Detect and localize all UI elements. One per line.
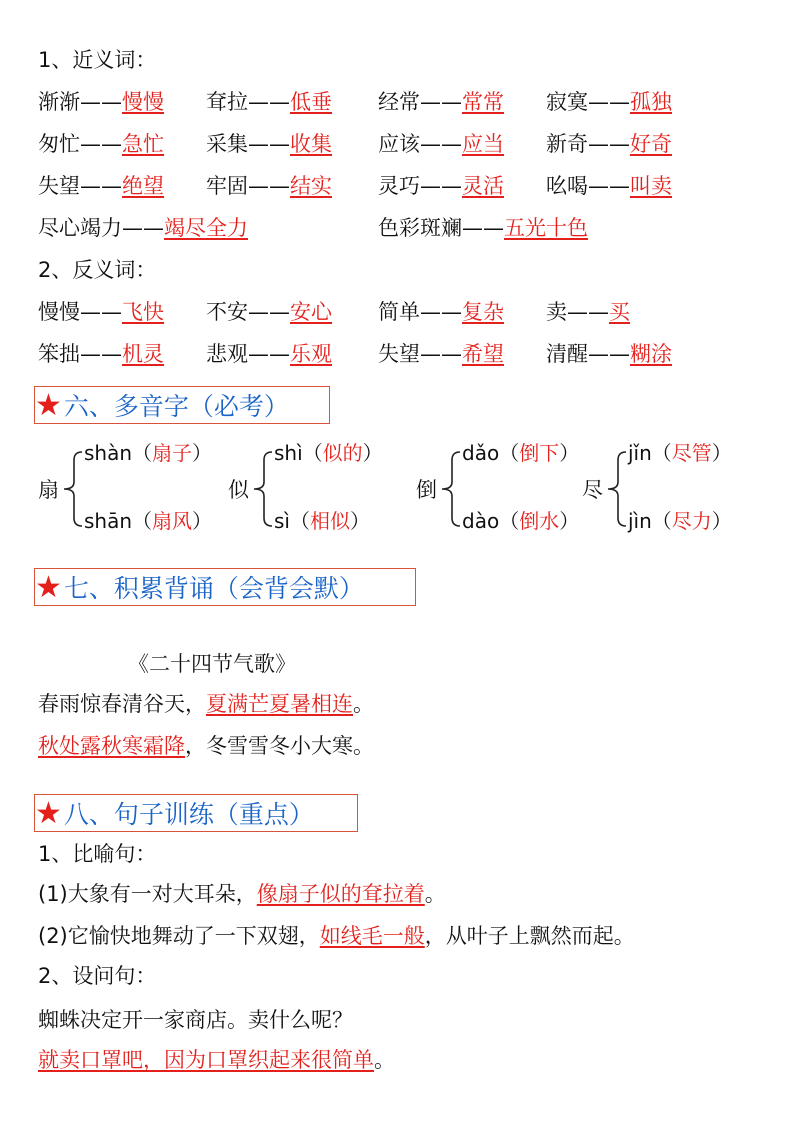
question-answer: 就卖口罩吧，因为口罩织起来很简单。: [38, 1048, 395, 1072]
pinyin: shàn: [84, 441, 133, 465]
dash-separator: ——: [420, 132, 462, 156]
word: 清醒: [546, 342, 588, 366]
word: 色彩斑斓: [378, 216, 462, 240]
word: 简单: [378, 300, 420, 324]
simile-sentence-1: (1)大象有一对大耳朵，像扇子似的耷拉着。: [38, 882, 446, 906]
answer-word: 孤独: [630, 90, 672, 114]
answer-word: 五光十色: [504, 216, 588, 240]
answer-word: 绝望: [122, 174, 164, 198]
answer-word: 机灵: [122, 342, 164, 366]
pinyin-entry: shì（似的）: [274, 441, 383, 465]
word-pair: [546, 340, 672, 368]
answer-word: 糊涂: [630, 342, 672, 366]
word-pair: [38, 214, 248, 242]
word-pair: [38, 130, 164, 158]
word: 经常: [378, 90, 420, 114]
dash-separator: ——: [80, 132, 122, 156]
word: 灵巧: [378, 174, 420, 198]
word-pair: [546, 88, 672, 116]
answer-word: 竭尽全力: [164, 216, 248, 240]
dash-separator: ——: [248, 174, 290, 198]
answer-word: 飞快: [122, 300, 164, 324]
dash-separator: ——: [588, 132, 630, 156]
word-pair: [546, 130, 672, 158]
example-word: 扇子: [152, 441, 193, 465]
pinyin-entry: shān（扇风）: [84, 509, 213, 533]
answer-word: 叫卖: [630, 174, 672, 198]
dash-separator: ——: [80, 90, 122, 114]
word-pair: [206, 130, 332, 158]
dash-separator: ——: [588, 174, 630, 198]
answer-word: 结实: [290, 174, 332, 198]
answer-word: 买: [609, 300, 630, 324]
dash-separator: ——: [248, 90, 290, 114]
word: 失望: [378, 342, 420, 366]
answer-word: 应当: [462, 132, 504, 156]
synonym-heading: 1、近义词：: [38, 48, 157, 72]
word: 不安: [206, 300, 248, 324]
question-sentence: 蜘蛛决定开一家商店。卖什么呢？: [38, 1008, 353, 1032]
star-icon: ★: [35, 570, 62, 605]
word-pair: [38, 340, 164, 368]
word: 寂寞: [546, 90, 588, 114]
simile-sentence-2: (2)它愉快地舞动了一下双翅，如线毛一般，从叶子上飘然而起。: [38, 924, 635, 948]
word: 采集: [206, 132, 248, 156]
dash-separator: ——: [248, 342, 290, 366]
dash-separator: ——: [588, 342, 630, 366]
answer-word: 常常: [462, 90, 504, 114]
pinyin: shān: [84, 509, 133, 533]
word-pair: [206, 298, 332, 326]
antonym-heading: 2、反义词：: [38, 258, 157, 282]
dash-separator: ——: [462, 216, 504, 240]
answer-word: 收集: [290, 132, 332, 156]
dash-separator: ——: [567, 300, 609, 324]
word: 吆喝: [546, 174, 588, 198]
polyphonic-char: 似: [228, 478, 249, 502]
word: 耷拉: [206, 90, 248, 114]
dash-separator: ——: [122, 216, 164, 240]
pinyin-entry: jǐn（尽管）: [628, 441, 732, 465]
poem-title: 《二十四节气歌》: [128, 652, 296, 676]
word: 匆忙: [38, 132, 80, 156]
example-word: 似的: [322, 441, 363, 465]
poem-line-1: 春雨惊春清谷天，夏满芒夏暑相连。: [38, 692, 374, 716]
polyphonic-char: 扇: [38, 478, 59, 502]
section-polyphonic-heading: [34, 386, 330, 424]
dash-separator: ——: [80, 342, 122, 366]
word-pair: [38, 172, 164, 200]
dash-separator: ——: [588, 90, 630, 114]
polyphonic-char: 倒: [416, 478, 437, 502]
dash-separator: ——: [420, 90, 462, 114]
brace-icon: [250, 444, 274, 534]
word: 卖: [546, 300, 567, 324]
dash-separator: ——: [420, 342, 462, 366]
word-pair: [546, 298, 630, 326]
pinyin-entry: sì（相似）: [274, 509, 370, 533]
word: 新奇: [546, 132, 588, 156]
pinyin: shì: [274, 441, 303, 465]
word-pair: [378, 172, 504, 200]
dash-separator: ——: [80, 174, 122, 198]
word: 笨拙: [38, 342, 80, 366]
word-pair: [378, 298, 504, 326]
dash-separator: ——: [80, 300, 122, 324]
word-pair: [378, 130, 504, 158]
example-word: 尽管: [671, 441, 712, 465]
word-pair: [206, 340, 332, 368]
section-title: 七、积累背诵（会背会默）: [63, 574, 364, 603]
brace-icon: [60, 444, 84, 534]
word-pair: [546, 172, 672, 200]
word: 失望: [38, 174, 80, 198]
answer-word: 好奇: [630, 132, 672, 156]
pinyin-entry: jìn（尽力）: [628, 509, 732, 533]
simile-heading: 1、比喻句：: [38, 842, 157, 866]
poem-line-2: 秋处露秋寒霜降，冬雪雪冬小大寒。: [38, 734, 374, 758]
answer-word: 灵活: [462, 174, 504, 198]
word: 牢固: [206, 174, 248, 198]
section-title: 六、多音字（必考）: [63, 392, 289, 421]
word-pair: [378, 88, 504, 116]
word-pair: [378, 340, 504, 368]
section-title: 八、句子训练（重点）: [63, 800, 314, 829]
word-pair: [378, 214, 588, 242]
pinyin: dào: [462, 509, 500, 533]
example-word: 扇风: [152, 509, 193, 533]
pinyin-entry: shàn（扇子）: [84, 441, 213, 465]
word: 应该: [378, 132, 420, 156]
dash-separator: ——: [248, 300, 290, 324]
word: 尽心竭力: [38, 216, 122, 240]
example-word: 尽力: [671, 509, 712, 533]
word-pair: [206, 172, 332, 200]
answer-word: 复杂: [462, 300, 504, 324]
star-icon: ★: [35, 796, 62, 831]
brace-icon: [604, 444, 628, 534]
answer-word: 乐观: [290, 342, 332, 366]
word-pair: [38, 88, 164, 116]
star-icon: ★: [35, 388, 62, 423]
dash-separator: ——: [248, 132, 290, 156]
section-recite-heading: [34, 568, 416, 606]
pinyin: jǐn: [628, 441, 652, 465]
brace-icon: [438, 444, 462, 534]
example-word: 倒下: [519, 441, 560, 465]
answer-word: 希望: [462, 342, 504, 366]
answer-word: 安心: [290, 300, 332, 324]
polyphonic-char: 尽: [582, 478, 603, 502]
question-heading: 2、设问句：: [38, 964, 157, 988]
section-sentence-heading: [34, 794, 358, 832]
dash-separator: ——: [420, 300, 462, 324]
word: 渐渐: [38, 90, 80, 114]
answer-word: 低垂: [290, 90, 332, 114]
answer-word: 慢慢: [122, 90, 164, 114]
pinyin-entry: dǎo（倒下）: [462, 441, 580, 465]
answer-word: 急忙: [122, 132, 164, 156]
pinyin: dǎo: [462, 441, 500, 465]
example-word: 倒水: [519, 509, 560, 533]
dash-separator: ——: [420, 174, 462, 198]
word-pair: [206, 88, 332, 116]
pinyin: jìn: [628, 509, 652, 533]
word-pair: [38, 298, 164, 326]
word: 悲观: [206, 342, 248, 366]
word: 慢慢: [38, 300, 80, 324]
pinyin: sì: [274, 509, 290, 533]
example-word: 相似: [309, 509, 350, 533]
pinyin-entry: dào（倒水）: [462, 509, 580, 533]
